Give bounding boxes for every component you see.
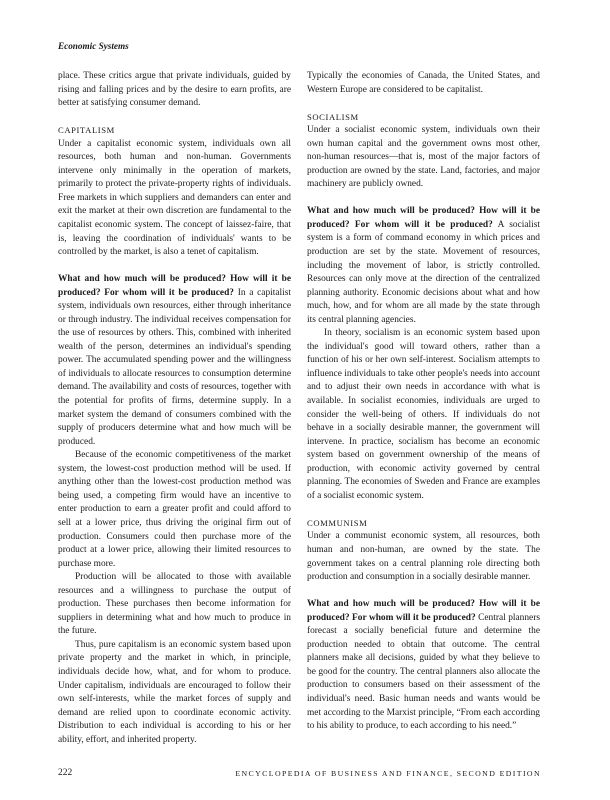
capitalism-heading: CAPITALISM: [58, 125, 115, 136]
capitalism-answer: In a capitalist system, individuals own resources, either through inheritance or through industry. The individual receives compensation for the use of resources by others. This, combined with inherited wealth of the person, determines an individual's spending power. The accumulated spending power and the willingness of individuals to allocate resources to consumption determine demand. The availability and costs of resources, together with the potential for profits of firms, determine supply. In a market system the demand of consumers combined with the supply of producers determine what and how much will be produced.: [58, 287, 291, 447]
running-head: Economic Systems: [58, 41, 129, 51]
left-column: [58, 70, 291, 747]
socialism-heading: SOCIALISM: [307, 111, 359, 122]
communism-definition: Under a communist economic system, all resources, both human and non-human, are owned by the state. The government takes on a central planning role directing both production and consumption in a socially desirable manner.: [307, 531, 540, 583]
pure-capitalism-paragraph: Thus, pure capitalism is an economic system based upon private property and the market in which, in principle, individuals decide how, what, and for whom to produce. Under capitalism, individuals are encouraged to follow their own self-interests, while the market forces of supply and demand are relied upon to coordinate economic activity. Distribution to each individual is according to his or her ability, effort, and inherited property.: [58, 639, 291, 745]
socialism-questions-paragraph: [307, 205, 540, 327]
publication-title: ENCYCLOPEDIA OF BUSINESS AND FINANCE, SECOND EDITION: [235, 769, 541, 778]
communism-questions-paragraph: [307, 598, 540, 733]
typical-economies-paragraph: Typically the economies of Canada, the United States, and Western Europe are considered to be capitalist.: [307, 71, 540, 95]
socialism-question: What and how much will be produced? How will it be produced? For whom will it be produced?: [307, 206, 540, 230]
right-column: [307, 70, 540, 734]
allocation-paragraph: Production will be allocated to those with available resources and a willingness to purchase the output of production. These purchases then become information for suppliers in determining what and how much to produce in the future.: [58, 572, 291, 637]
capitalism-definition: Under a capitalist economic system, individuals own all resources, both human and non-human. Governments intervene only minimally in the operation of markets, primarily to protect the private-property rights of individuals. Free markets in which suppliers and demanders can enter and exit the market at their own discretion are fundamental to the capitalist economic system. The concept of laissez-faire, that is, leaving the coordination of individuals' wants to be controlled by the market, is also a tenet of capitalism.: [58, 138, 291, 258]
capitalism-questions-paragraph: [58, 273, 291, 449]
competition-paragraph: Because of the economic competitiveness of the market system, the lowest-cost production method will be used. If anything other than the lowest-cost production method was being used, a competing firm would have an incentive to enter production to earn a greater profit and could afford to sell at a lower price, thus driving the original firm out of production. Consumers could then purchase more of the product at a lower price, allowing their limited resources to purchase more.: [58, 450, 291, 569]
capitalism-question: What and how much will be produced? How will it be produced? For whom will it be produced?: [58, 274, 291, 298]
page-number: 222: [58, 768, 73, 778]
communism-question: What and how much will be produced? How will it be produced? For whom will it be produced?: [307, 599, 540, 623]
socialism-definition: Under a socialist economic system, individuals own their own human capital and the government owns most other, non-human resources—that is, most of the major factors of production are owned by the state. Land, factories, and major machinery are publicly owned.: [307, 125, 540, 190]
intro-paragraph: place. These critics argue that private individuals, guided by rising and falling prices and by the desire to earn profits, are better at satisfying consumer demand.: [58, 71, 291, 109]
communism-answer: Central planners forecast a socially beneficial future and determine the production needed to obtain that outcome. The central planners make all decisions, guided by what they believe to be good for the country. The central planners also allocate the production to consumers based on their assessment of the individual's need. Basic human needs and wants would be met according to the Marxist principle, “From each according to his ability to produce, to each according to his need.”: [307, 612, 540, 732]
socialism-theory-paragraph: In theory, socialism is an economic system based upon the individual's good will toward others, rather than a function of his or her own self-interest. Socialism attempts to influence individuals to take other people's needs into account and to adjust their own needs in accordance with what is available. In socialist economies, individuals are urged to consider the well-being of others. If individuals do not behave in a socially desirable manner, the government will intervene. In practice, socialism has become an economic system based on government ownership of the means of production, with economic activity governed by central planning. The economies of Sweden and France are examples of a socialist economic system.: [307, 328, 540, 501]
communism-heading: COMMUNISM: [307, 517, 368, 528]
socialism-answer: A socialist system is a form of command economy in which prices and production are set by the state. Movement of resources, including the movement of labor, is strictly controlled. Resources can only move at the direction of the centralized planning authority. Economic decisions about what and how much, how, and for whom are all made by the state through its central planning agencies.: [307, 219, 540, 325]
